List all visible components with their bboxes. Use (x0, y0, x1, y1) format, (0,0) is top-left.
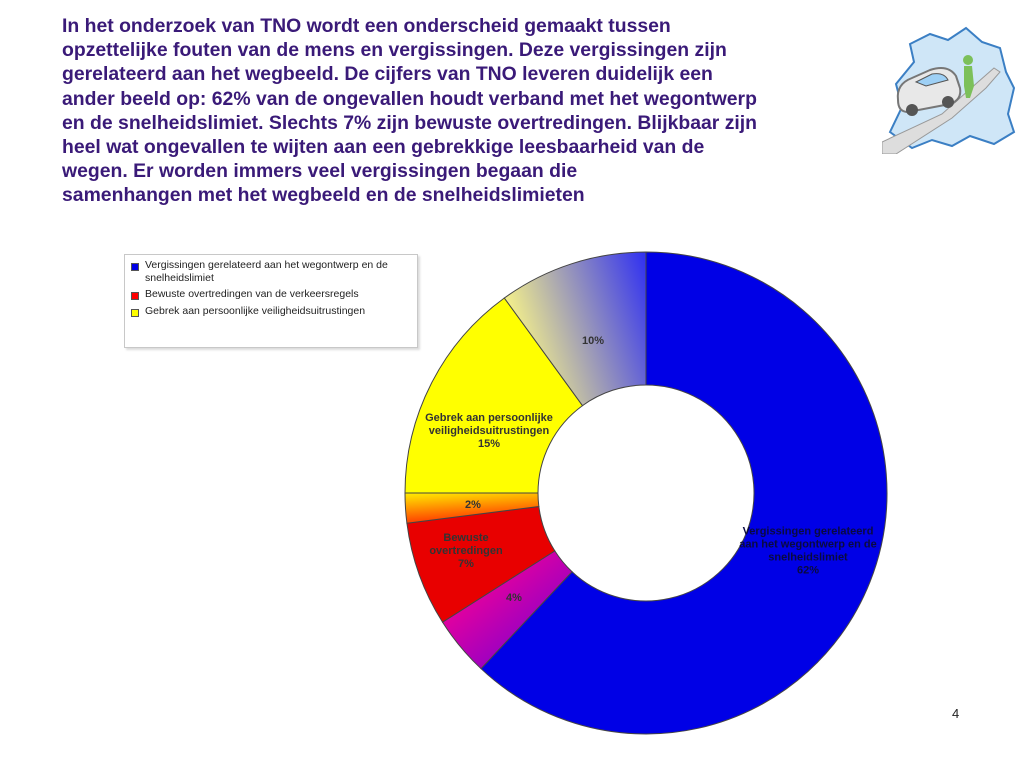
slice-label: 2% (465, 499, 481, 511)
intro-line: samenhangen met het wegbeeld en de snelheidslimieten (62, 184, 585, 207)
intro-line: en de snelheidslimiet. Slechts 7% zijn bewuste overtredingen. Blijkbaar zijn (62, 111, 758, 134)
intro-line: wegen. Er worden immers veel vergissingen begaan die (62, 160, 578, 183)
intro-line: In het onderzoek van TNO wordt een onderscheid gemaakt tussen (62, 15, 671, 37)
page-number: 4 (952, 706, 960, 721)
intro-line: ander beeld op: 62% van de ongevallen houdt verband met het wegontwerp (62, 87, 757, 110)
slice-label: 10% (581, 335, 605, 347)
slice-label: Vergissingen gerelateerd aan het wegontwerp en de snelheidslimiet 62% (739, 525, 877, 577)
slice-label: Bewuste overtredingen 7% (429, 532, 503, 570)
slice-label: 4% (506, 592, 522, 604)
slice-label: Gebrek aan persoonlijke veiligheidsuitrustingen 15% (425, 412, 553, 450)
legend-label: Bewuste overtredingen van de verkeersregels (145, 288, 359, 300)
intro-line: gerelateerd aan het wegbeeld. De cijfers van TNO leveren duidelijk een (62, 63, 713, 86)
legend-label: Gebrek aan persoonlijke veiligheidsuitrustingen (145, 304, 366, 317)
legend-label: Vergissingen gerelateerd aan het wegontwerp en de snelheidslimiet (145, 259, 388, 284)
intro-line: heel wat ongevallen te wijten aan een gebrekkige leesbaarheid van de (62, 136, 705, 159)
intro-line: opzettelijke fouten van de mens en vergissingen. Deze vergissingen zijn (62, 39, 727, 62)
slices-layer (405, 252, 887, 734)
